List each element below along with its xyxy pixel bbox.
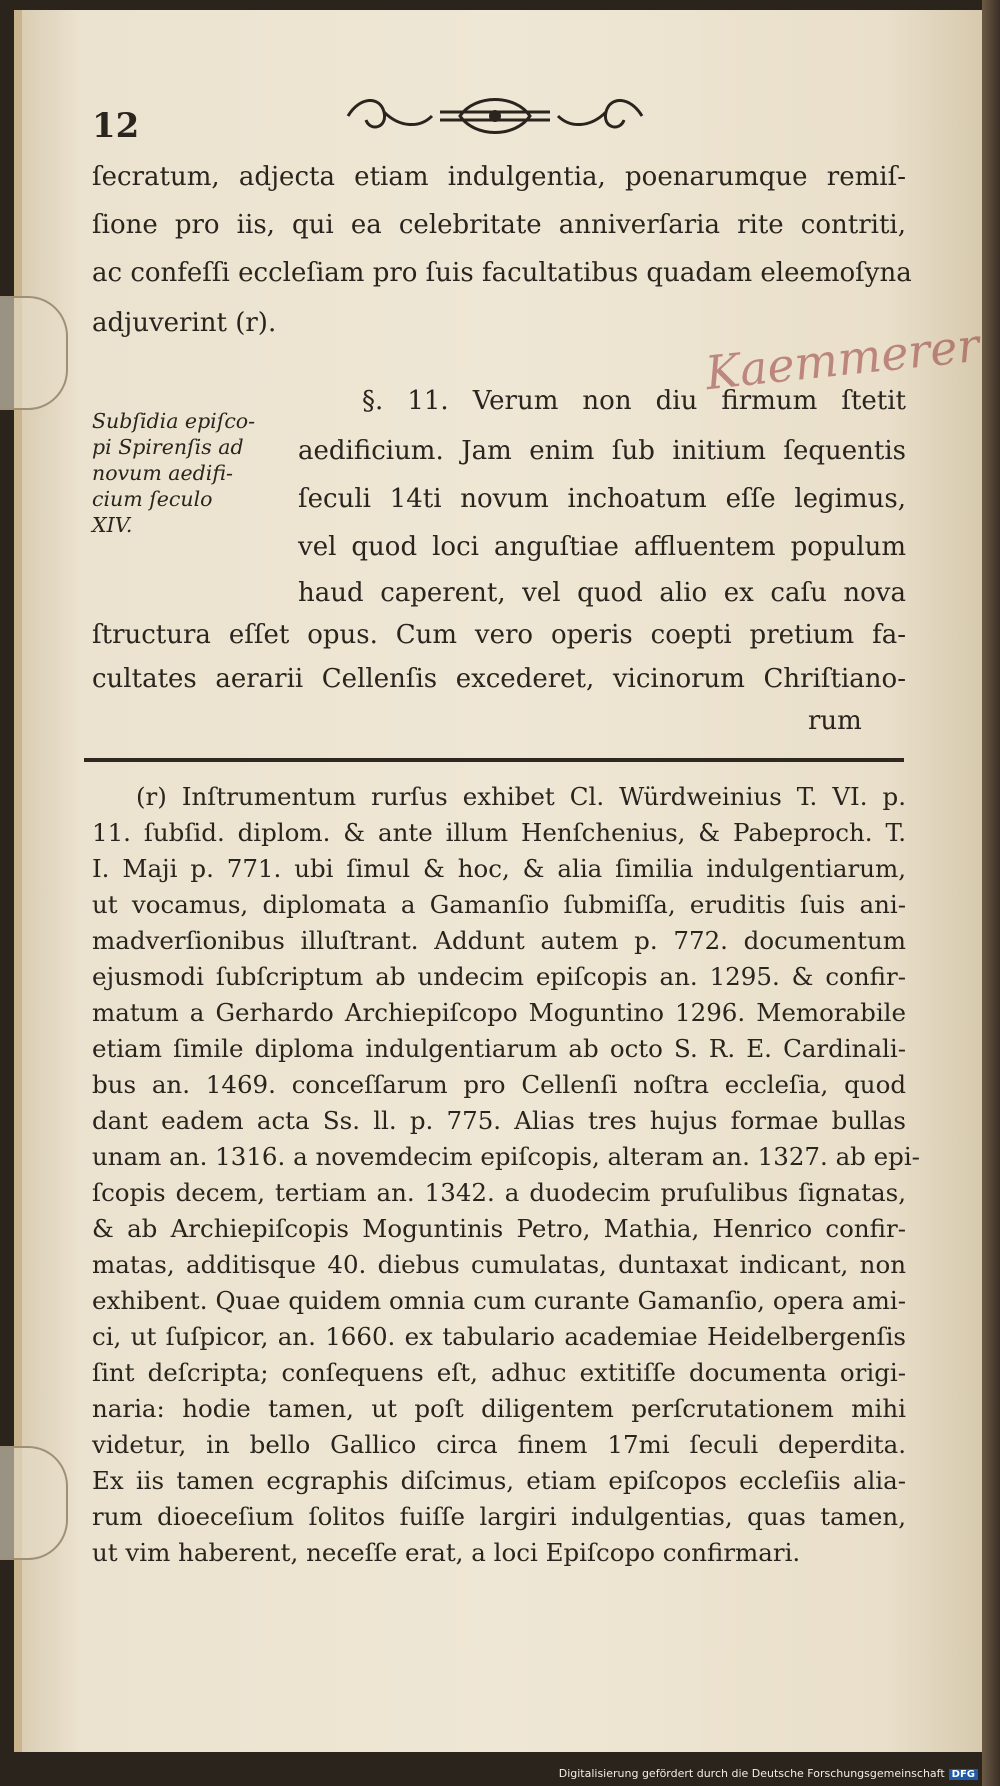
- marginal-line: Subſidia epiſco-: [92, 409, 256, 433]
- footnote-rule: [84, 758, 904, 762]
- marginal-line: pi Spirenſis ad: [92, 435, 244, 459]
- footnote-line: ejusmodi ſubſcriptum ab undecim epiſcopis an. 1295. & confir-: [92, 962, 906, 991]
- footnote-line: (r) Inſtrumentum rurſus exhibet Cl. Würdweinius T. VI. p.: [136, 782, 906, 811]
- dfg-logo: DFG: [949, 1769, 978, 1780]
- footnote-line: Ex iis tamen ecgraphis diſcimus, etiam epiſcopos eccleſiis alia-: [92, 1466, 906, 1495]
- footnote-line: madverſionibus illuſtrant. Addunt autem p. 772. documentum: [92, 926, 906, 955]
- footnote-line: ci, ut ſuſpicor, an. 1660. ex tabulario academiae Heidelbergenſis: [92, 1322, 906, 1351]
- footnote-line: ſint deſcripta; conſequens eſt, adhuc extitiſſe documenta origi-: [92, 1358, 906, 1387]
- text-line: vel quod loci anguſtiae affluentem populum: [298, 532, 906, 562]
- footnote-line: ut vim haberent, neceſſe erat, a loci Epiſcopo confirmari.: [92, 1538, 801, 1567]
- credit-text: Digitalisierung gefördert durch die Deutsche Forschungsgemeinschaft: [558, 1767, 945, 1780]
- footnote-line: ut vocamus, diplomata a Gamanſio ſubmiſſa, eruditis ſuis ani-: [92, 890, 906, 919]
- footnote-line: dant eadem acta Ss. ll. p. 775. Alias tres hujus formae bullas: [92, 1106, 906, 1135]
- digitization-credit: [559, 1767, 978, 1780]
- marginal-line: XIV.: [92, 513, 133, 537]
- text-line: adjuverint (r).: [92, 308, 277, 338]
- footnote-line: I. Maji p. 771. ubi ſimul & hoc, & alia ſimilia indulgentiarum,: [92, 854, 906, 883]
- text-line: ſecratum, adjecta etiam indulgentia, poenarumque remiſ-: [92, 162, 906, 192]
- text-line: ſione pro iis, qui ea celebritate anniverſaria rite contriti,: [92, 210, 906, 240]
- page-tab-top: [0, 296, 68, 410]
- text-line: haud caperent, vel quod alio ex caſu nova: [298, 578, 906, 608]
- footnote-line: matum a Gerhardo Archiepiſcopo Moguntino 1296. Memorabile: [92, 998, 906, 1027]
- footnote-line: videtur, in bello Gallico circa finem 17mi ſeculi deperdita.: [92, 1430, 906, 1459]
- library-stamp: Kaemmerer: [702, 317, 982, 401]
- footnote-line: 11. ſubſid. diplom. & ante illum Henſchenius, & Pabeproch. T.: [92, 818, 906, 847]
- text-line: ſeculi 14ti novum inchoatum eſſe legimus,: [298, 484, 906, 514]
- footnote-line: ſcopis decem, tertiam an. 1342. a duodecim pruſulibus ſignatas,: [92, 1178, 906, 1207]
- text-line: aedificium. Jam enim ſub initium ſequentis: [298, 436, 906, 466]
- marginal-line: novum aedifi-: [92, 461, 233, 485]
- page-edge-shadow: [982, 0, 1000, 1786]
- footnote-line: rum dioeceſium ſolitos fuiſſe largiri indulgentias, quas tamen,: [92, 1502, 906, 1531]
- footnote-line: naria: hodie tamen, ut poſt diligentem perſcrutationem mihi: [92, 1394, 906, 1423]
- footnote-line: etiam ſimile diploma indulgentiarum ab octo S. R. E. Cardinali-: [92, 1034, 906, 1063]
- text-line: cultates aerarii Cellenſis excederet, vicinorum Chriſtiano-: [92, 664, 906, 694]
- marginal-line: cium ſeculo: [92, 487, 213, 511]
- page-tab-bottom: [0, 1446, 68, 1560]
- footnote-line: & ab Archiepiſcopis Moguntinis Petro, Mathia, Henrico confir-: [92, 1214, 906, 1243]
- ornament-icon: [340, 88, 650, 144]
- footnote-line: exhibent. Quae quidem omnia cum curante Gamanſio, opera ami-: [92, 1286, 906, 1315]
- catchword: rum: [808, 706, 862, 736]
- marginal-note: [92, 408, 292, 538]
- text-line: ac confeſſi eccleſiam pro ſuis facultatibus quadam eleemoſyna: [92, 258, 912, 288]
- section-heading-line: §. 11. Verum non diu firmum ſtetit: [362, 386, 906, 416]
- footnote-line: bus an. 1469. conceſſarum pro Cellenſi noſtra eccleſia, quod: [92, 1070, 906, 1099]
- footnote-line: matas, additisque 40. diebus cumulatas, duntaxat indicant, non: [92, 1250, 906, 1279]
- page-number: 12: [92, 106, 140, 146]
- footnote-line: unam an. 1316. a novemdecim epiſcopis, alteram an. 1327. ab epi-: [92, 1142, 920, 1171]
- text-line: ſtructura eſſet opus. Cum vero operis coepti pretium fa-: [92, 620, 906, 650]
